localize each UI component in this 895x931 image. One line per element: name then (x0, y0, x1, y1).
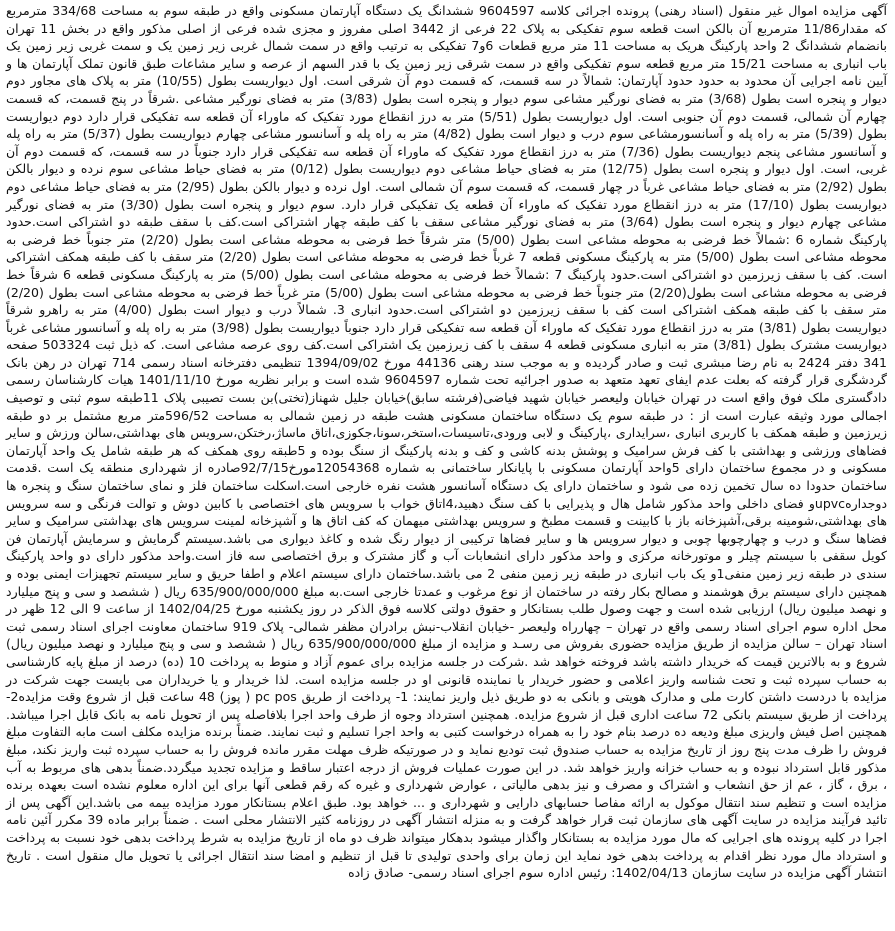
auction-notice-text: آگهی مزایده اموال غیر منقول (اسناد رهنی) پرونده اجرائی کلاسه 9604597 ششدانگ یک دستگاه آپارتمان مسکونی واقع در طبقه سوم به مساحت 334/68 مترمربع که مقدار11/86 مترمربع آن بالکن است قطعه سوم تفکیکی به پلاک 22 فرعی از 3442 اصلی مفروز و مجزی شده فرعی از اصلی مذکور واقع در بخش 11 تهران بانضمام ششدانگ 2 واحد پارکینگ هریک به مساحت 11 متر مربع قطعات 6و7 تفکیکی به ترتیب واقع در سمت شمال غربی زیر زمین یک و سمت غربی زیر زمین یک باب انباری به مساحت 15/21 متر مربع قطعه سوم تفکیکی واقع در سمت شرقی زیر زمین یک با قدر السهم از عرصه و سایر مشاعات طبق قانون تملک آپارتمان ها و آیین نامه اجرایی آن محدود به حدود حدود آپارتمان: شمالاً در سه قسمت، که قسمت دوم آن شرقی است. اول دیواریست بطول (10/55) متر به پلاک های مجاور دوم دیوار و پنجره است بطول (3/68) متر به فضای نورگیر مشاعی سوم دیوار و پنجره است بطول (3/83) متر به فضای نورگیر مشاعی .شرقاً در پنج قسمت، که قسمت چهارم آن شمالی، قسمت دوم آن جنوبی است. اول دیواریست بطول (5/51) متر به درز انقطاع مورد تفکیک که ماوراء آن قطعه سه تفکیکی قرار دارد دوم دیواریست بطول (5/39) متر به راه پله و آسانسورمشاعی سوم درب و دیوار است بطول (4/82) متر به راه پله و آسانسور مشاعی چهارم دیواریست بطول (5/37) متر به راه پله و آسانسور مشاعی پنجم دیواریست بطول (7/36) متر به درز انقطاع مورد تفکیک که ماوراء آن قطعه سه تفکیکی قرار دارد جنوباً در سه قسمت، که قسمت دوم آن غربی، است. اول دیوار و پنجره است بطول (12/75) متر به فضای حیاط مشاعی دوم دیواریست بطول (0/12) متر به فضای حیاط مشاعی سوم نرده و دیوار بالکن بطول (2/92) متر به فضای حیاط مشاعی غرباً در چهار قسمت، که قسمت سوم آن شمالی است. اول نرده و دیوار بالکن بطول (2/95) متر به فضای حیاط مشاعی دوم دیواریست بطول (17/10) متر به درز انقطاع مورد تفکیک که ماوراء آن قطعه یک تفکیکی قرار دارد. سوم دیوار و پنجره است بطول (3/30) متر به فضای نورگیر مشاعی چهارم دیوار و پنجره است بطول (3/64) متر به فضای نورگیر مشاعی سقف با کف طبقه چهار اشتراکی است.کف با سقف طبقه دو اشتراکی است.حدود پارکینگ شماره 6 :شمالاً خط فرضی به محوطه مشاعی است بطول (5/00) متر شرقاً خط فرضی به محوطه مشاعی است بطول (2/20) متر جنوباً خط فرضی به محوطه مشاعی است بطول (5/00) متر به پارکینگ مسکونی قطعه 7 غرباً خط فرضی به محوطه مشاعی است بطول (2/20) متر سقف با کف طبقه همکف اشتراکی است. کف با سقف زیرزمین دو اشتراکی است.حدود پارکینگ 7 :شمالاً خط فرضی به محوطه مشاعی است بطول (5/00) متر به پارکینگ مسکونی قطعه 6 شرقاً خط فرضی به محوطه مشاعی است بطول(2/20) متر جنوباً خط فرضی به محوطه مشاعی است بطول (5/00) متر غرباً خط فرضی به محوطه مشاعی است بطول (2/20) متر سقف با کف طبقه همکف اشتراکی است کف با سقف زیرزمین دو اشتراکی است.حدود انباری 3. شمالاً درب و دیوار است بطول (4/00) متر به راهرو شرقاً دیواریست بطول (3/81) متر به درز انقطاع مورد تفکیک که ماوراء آن قطعه سه تفکیکی قرار دارد جنوباً دیواریست بطول (3/98) متر به راه پله و آسانسور مشاعی غرباً دیواریست مشترک بطول (3/81) متر به انباری مسکونی قطعه 4 سقف با کف زیرزمین یک اشتراکی است.کف روی عرصه مشاعی است. که ذیل ثبت 503324 صفحه 341 دفتر 2424 به نام رضا مبشری ثبت و صادر گردیده و به موجب سند رهنی 44136 مورخ 1394/09/02 تنظیمی دفترخانه اسناد رسمی 714 تهران در رهن بانک گردشگری قرار گرفته که بعلت عدم ایفای تعهد متعهد به صدور اجرائیه تحت شماره 9604597 شده است و برابر نظریه مورخ 1401/11/10 هیات کارشناسان رسمی دادگستری ملک فوق واقع است در تهران خیابان ولیعصر خیابان شهید فیاضی(فرشته سابق)خیابان جلیل شهناز(تختی)بن بست تصیبی پلاک 11طبقه سوم ثبتی و توصیف اجمالی مورد وثیقه عبارت است از : در طبقه سوم یک دستگاه ساختمان مسکونی هشت طبقه در زمین شمالی به مساحت 596/52متر مربع مشتمل بر دو طبقه زیرزمین و طبقه همکف با کاربری انباری ،سرایداری ،پارکینگ و لابی ورودی،تاسیسات،استخر،سونا،جکوزی،اتاق ماساژ،رختکن،سرویس های بهداشتی،سالن ورزش و سایر فضاهای ورزشی و بهداشتی با کف فرش سرامیک و پوشش بدنه کاشی و کف و بدنه پارکینگ از سنگ بوده و 5طبقه روی همکف که هر طبقه شامل یک واحد آپارتمان مسکونی و در مجموع ساختمان دارای 5واحد آپارتمان مسکونی با پایانکار ساختمانی به شماره 12054368مورخ92/7/15صادره از شهرداری منطقه یک است .قدمت ساختمان حدودا ده سال تخمین زده می شود و ساختمان دارای یک دستگاه آسانسور هشت نفره خارجی است.اسکلت ساختمان فلز و نمای ساختمان سنگ و پنجره ها دوجدارهupvcو فضای داخلی واحد مذکور شامل هال و پذیرایی با کف سنگ دهبید،4اتاق خواب با سرویس های اختصاصی با کابین دوش و توالت فرنگی و سه سرویس های بهداشتی،شومینه برقی،آشپزخانه باز با کابینت و قسمت مطبخ و سرویس بهداشتی میهمان که کف اتاق ها و آشپزخانه لمینت سرویس های بهداشتی سرامیک و سایر فضاها سنگ و درب و چهارچوبها چوبی و دیوار سرویس ها و سایر فضاها ترکیبی از دیوار رنگ شده و کاغذ دیواری می باشد.سیستم گرمایش و سرمایش آپارتمان فن کویل سقفی با سیستم چیلر و موتورخانه مرکزی و واحد مذکور دارای انشعابات آب و گاز مشترک و برق اختصاصی سه فاز است.واحد مذکور دارای دو واحد پارکینگ سندی در طبقه زیر زمین منفی1و یک باب انباری در طبقه زیر زمین منفی 2 می باشد.ساختمان دارای سیستم اعلام و اطفا حریق و سایر سیستم تجهیزات ایمنی بوده و همچنین دارای سیستم برق هوشمند و مصالح بکار رفته در ساختمان از نوع مرغوب و عمدتا خارجی است.به مبلغ 635/900/000/000 ریال ( ششصد و سی و پنج میلیارد و نهصد میلیون ریال) ارزیابی شده است و جهت وصول طلب بستانکار و حقوق دولتی کلاسه فوق الذکر در روز یکشنبه مورخ 1402/04/25 از ساعت 9 الی 12 ظهر در محل اداره سوم اجرای اسناد رسمی واقع در تهران – چهارراه ولیعصر -خیابان انقلاب-نبش برادران مظفر شمالی- پلاک 919 ساختمان معاونت اجرای اسناد رسمی ثبت اسناد تهران – سالن مزایده از طریق مزایده حضوری بفروش می رسـد و مزایده از مبلغ 635/900/000/000 ریال ( ششصد و سی و پنج میلیارد و نهصد میلیون ریال) شروع و به بالاترین قیمت که خریدار داشته باشد فروخته خواهد شد .شرکت در جلسه مزایده برای عموم آزاد و منوط به پرداخت 10 (ده) درصد از مبلغ پایه کارشناسی به حساب سپرده ثبت و تحت شناسه واریز اعلامی و حضور خریدار یا نماینده قانونی او در جلسه مزایده است. لذا خریدار و یا خریداران می بایست جهت شرکت در مزایده با دردست داشتن کارت ملی و مدارک هویتی و بانکی به دو طریق ذیل واریز نمایند: 1- پرداخت از طریق pc pos ( پوز) 48 ساعت قبل از شروع وقت مزایده2- پرداخت از طریق سیستم بانکی 72 ساعت اداری قبل از شروع مزایده. همچنین استرداد وجوه از طرف واحد اجرا بلافاصله پس از تحویل نامه به بانک قابل اجرا میباشد. همچنین اصل فیش واریزی مبلغ ودیعه ده درصد بنام خود را به همراه درخواست کتبی به واحد اجرا تسلیم و ثبت نمایند. ضمناً برنده مزایده مکلف است مابه التفاوت مبلغ فروش را ظرف مدت پنج روز از تاریخ مزایده به حساب صندوق ثبت تودیع نماید و در صورتیکه ظرف مهلت مقرر مانده فروش را به حساب سپرده ثبت واریز نکند، مبلغ مذکور قابل استرداد نبوده و به حساب خزانه واریز خواهد شد. در این صورت عملیات فروش از درجه اعتبار ساقط و مزایده تجدید میگردد.ضمناً بدهی های مربوط به آب ، برق ، گاز ، عم از حق انشعاب و اشتراک و مصرف و نیز بدهی مالیاتی ، عوارض شهرداری و غیره که رقم قطعی آنها برای این اداره معلوم نشده است بعهده برنده مزایده است و تنظیم سند انتقال موکول به ارائه مفاصا حسابهای دارایی و شهرداری و ... خواهد بود. طبق اعلام بستانکار مورد مزایده بیمه می باشد.این آگهی پس از تائید فرآیند مزایده در سایت آگهی های سازمان ثبت قرار خواهد گرفت و به منزله انتشار آگهی در روزنامه کثیر الانتشار محلی است . ضمناً برابر ماده 39 مکرر آئین نامه اجرا در کلیه پرونده های اجرایی که مال مورد مزایده به بستانکار واگذار میشود بدهکار میتواند ظرف دو ماه از تاریخ مزایده به شرط پرداخت بدهی خود نسبت به پرداخت و استرداد مال مورد نظر اقدام به پرداخت بدهی خود نماید این زمان برای واحدی تولیدی تا قبل از تنظیم و امضا سند انتقال اجرائی یا تحویل مال منقول است . تاریخ انتشار آگهی مزایده در سایت سازمان 1402/04/13: رئیس اداره سوم اجرای اسناد رسمی- صادق زاده (6, 3, 888, 881)
